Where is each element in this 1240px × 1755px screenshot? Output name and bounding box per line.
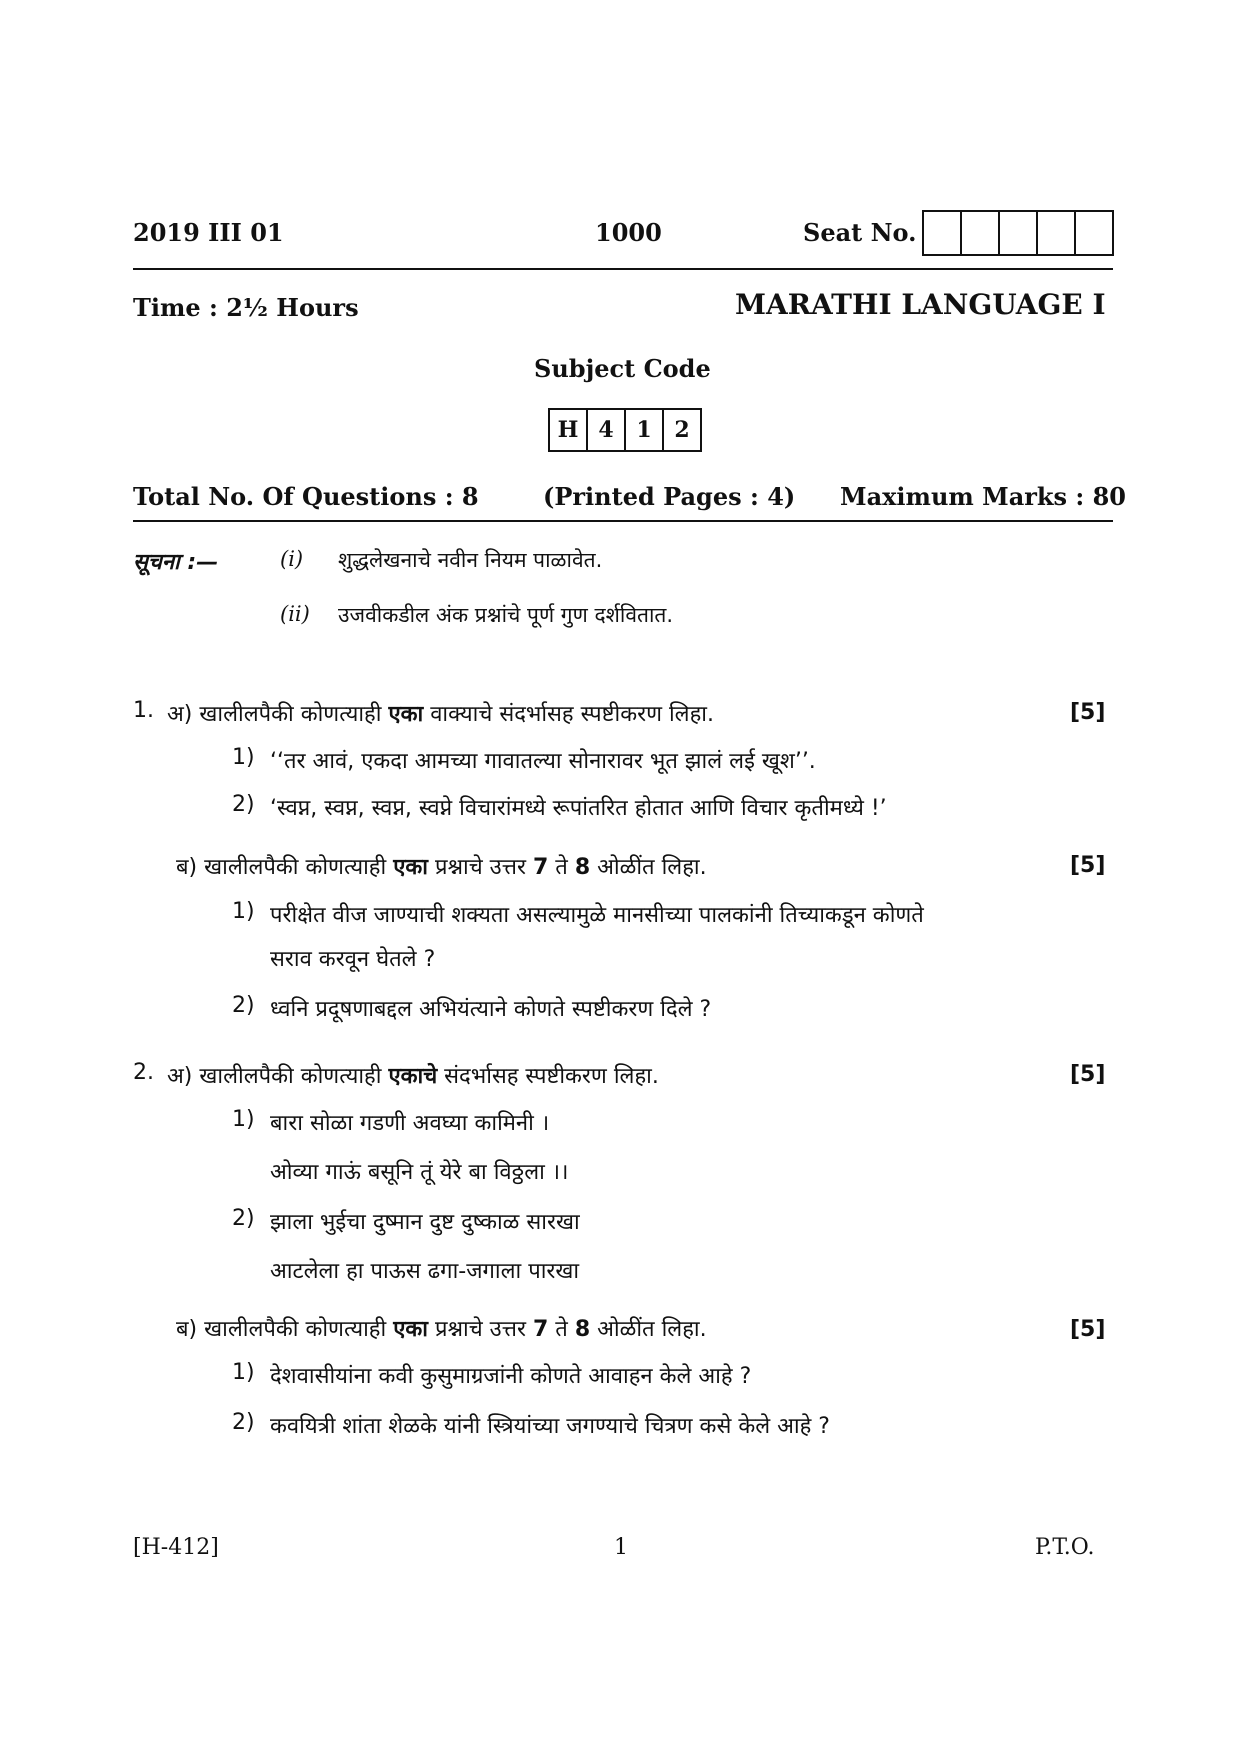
item-number: 1) [232, 745, 255, 770]
part-label: ब) [176, 1317, 198, 1342]
question-number: 2. [133, 1060, 154, 1085]
subject-code-digit: 4 [588, 410, 626, 450]
item-text: ‘स्वप्न, स्वप्न, स्वप्न, स्वप्ने विचारांमध्ये रूपांतरित होतात आणि विचार कृतीमध्ये !’ [270, 796, 887, 821]
heading-text: वाक्याचे संदर्भासह स्पष्टीकरण लिहा. [430, 702, 714, 727]
item-text: आटलेला हा पाऊस ढगा-जगाला पारखा [270, 1259, 580, 1284]
seat-box [1076, 212, 1112, 254]
copies-count: 1000 [595, 218, 662, 247]
printed-pages: (Printed Pages : 4) [543, 482, 796, 511]
heading-emphasis: एकाचे [388, 1064, 438, 1089]
item-text: झाला भुईचा दुष्मान दुष्ट दुष्काळ सारखा [270, 1210, 580, 1235]
item-text: ओव्या गाऊं बसूनि तूं येरे बा विठ्ठला ।। [270, 1160, 569, 1185]
marks-badge: [5] [1070, 853, 1106, 878]
question-heading [176, 851, 707, 881]
heading-text: खालीलपैकी कोणत्याही [199, 702, 382, 727]
question-heading [167, 698, 714, 728]
subject-code-digit: H [550, 410, 588, 450]
heading-text: ते [555, 855, 568, 880]
subject-code-boxes [548, 408, 702, 452]
item-text: ध्वनि प्रदूषणाबद्दल अभियंत्याने कोणते स्पष्टीकरण दिले ? [270, 997, 712, 1022]
maximum-marks: Maximum Marks : 80 [840, 482, 1127, 511]
question-number: 1. [133, 698, 154, 723]
heading-text: संदर्भासह स्पष्टीकरण लिहा. [444, 1064, 659, 1089]
heading-text: ओळींत लिहा. [597, 1317, 707, 1342]
paper-code: 2019 III 01 [133, 218, 284, 247]
item-number: 2) [232, 792, 255, 817]
item-number: 2) [232, 1410, 255, 1435]
header-bottom-divider [133, 520, 1113, 522]
instruction-number: (ii) [280, 602, 310, 626]
marks-badge: [5] [1070, 1317, 1106, 1342]
question-heading [167, 1060, 659, 1090]
item-text: बारा सोळा गडणी अवघ्या कामिनी । [270, 1111, 550, 1136]
part-label: अ) [167, 1064, 193, 1089]
part-label: ब) [176, 855, 198, 880]
exam-time: Time : 2½ Hours [133, 293, 359, 322]
heading-emphasis: 7 [532, 855, 549, 880]
seat-box [1038, 212, 1076, 254]
item-number: 2) [232, 993, 255, 1018]
subject-code-digit: 1 [626, 410, 664, 450]
heading-text: खालीलपैकी कोणत्याही [204, 855, 387, 880]
instruction-text: शुद्धलेखनाचे नवीन नियम पाळावेत. [338, 548, 603, 572]
instruction-text: उजवीकडील अंक प्रश्नांचे पूर्ण गुण दर्शवितात. [338, 603, 674, 627]
marks-badge: [5] [1070, 700, 1106, 725]
part-label: अ) [167, 702, 193, 727]
total-questions: Total No. Of Questions : 8 [133, 482, 479, 511]
subject-code-digit: 2 [674, 417, 690, 443]
item-number: 2) [232, 1206, 255, 1231]
question-heading [176, 1313, 707, 1343]
item-number: 1) [232, 899, 255, 924]
item-number: 1) [232, 1107, 255, 1132]
item-text: ‘‘तर आवं, एकदा आमच्या गावातल्या सोनारावर भूत झालं लई खूश’’. [270, 749, 816, 774]
item-number: 1) [232, 1360, 255, 1385]
heading-emphasis: एका [393, 855, 428, 880]
heading-emphasis: 8 [574, 1317, 591, 1342]
subject-title: MARATHI LANGUAGE I [735, 288, 1106, 321]
heading-emphasis: एका [393, 1317, 428, 1342]
seat-label: Seat No. [803, 218, 917, 247]
item-text: परीक्षेत वीज जाण्याची शक्यता असल्यामुळे मानसीच्या पालकांनी तिच्याकडून कोणते [270, 903, 924, 928]
seat-box [962, 212, 1000, 254]
marks-badge: [5] [1070, 1062, 1106, 1087]
heading-text: प्रश्नाचे उत्तर [434, 1317, 526, 1342]
heading-text: खालीलपैकी कोणत्याही [204, 1317, 387, 1342]
heading-text: ते [555, 1317, 568, 1342]
instructions-label: सूचना :— [133, 550, 219, 575]
seat-box [924, 212, 962, 254]
footer-code: [H-412] [133, 1535, 219, 1560]
please-turn-over: P.T.O. [1035, 1535, 1095, 1560]
item-text: देशवासीयांना कवी कुसुमाग्रजांनी कोणते आवाहन केले आहे ? [270, 1364, 752, 1389]
instruction-number: (i) [280, 547, 304, 571]
item-text: कवयित्री शांता शेळके यांनी स्त्रियांच्या जगण्याचे चित्रण कसे केले आहे ? [270, 1414, 830, 1439]
heading-text: ओळींत लिहा. [597, 855, 707, 880]
subject-code-label: Subject Code [534, 354, 711, 383]
seat-number-boxes [922, 210, 1114, 256]
heading-emphasis: एका [388, 702, 424, 727]
item-text: सराव करवून घेतले ? [270, 947, 436, 972]
header-divider [133, 268, 1113, 270]
heading-emphasis: 7 [532, 1317, 549, 1342]
heading-text: प्रश्नाचे उत्तर [434, 855, 526, 880]
heading-text: खालीलपैकी कोणत्याही [199, 1064, 382, 1089]
page-number: 1 [614, 1535, 628, 1560]
seat-box [1000, 212, 1038, 254]
heading-emphasis: 8 [574, 855, 591, 880]
